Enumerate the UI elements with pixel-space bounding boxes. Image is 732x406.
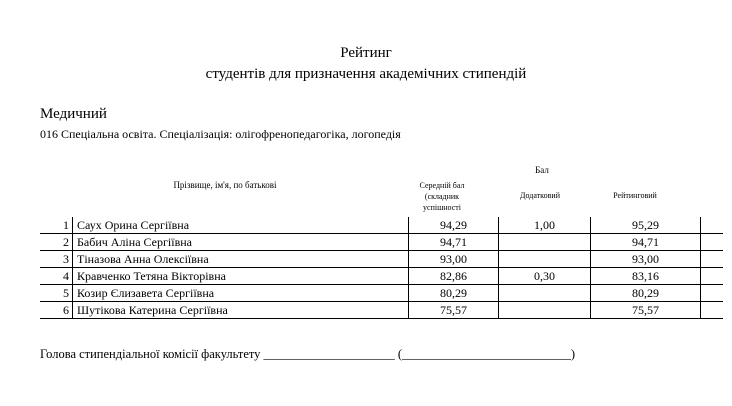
table-row [40, 234, 723, 251]
additional-score [499, 234, 591, 251]
student-name: Козир Єлизавета Сергіївна [73, 285, 409, 302]
additional-score [499, 251, 591, 268]
commission-signature-line: Голова стипендіальної комісії факультету _____________________ (___________________________) [40, 347, 575, 361]
header-average-line1: Середній бал [419, 181, 465, 190]
row-tail [701, 217, 724, 234]
row-number: 2 [40, 234, 73, 251]
average-score: 80,29 [409, 285, 499, 302]
row-tail [701, 268, 724, 285]
rating-score: 80,29 [591, 285, 701, 302]
rating-table [40, 217, 723, 319]
rating-score: 94,71 [591, 234, 701, 251]
additional-score [499, 302, 591, 319]
table-row [40, 251, 723, 268]
rating-score: 83,16 [591, 268, 701, 285]
header-score-group: Бал [535, 165, 549, 175]
specialty-line: 016 Спеціальна освіта. Спеціалізація: олігофренопедагогіка, логопедія [40, 127, 401, 141]
student-name: Шутікова Катерина Сергіївна [73, 302, 409, 319]
additional-score: 0,30 [499, 268, 591, 285]
document-title: Рейтинг [340, 45, 392, 61]
row-tail [701, 285, 724, 302]
row-number: 1 [40, 217, 73, 234]
document-subtitle: студентів для призначення академічних стипендій [205, 66, 527, 82]
row-number: 4 [40, 268, 73, 285]
table-row [40, 217, 723, 234]
additional-score: 1,00 [499, 217, 591, 234]
student-name: Кравченко Тетяна Вікторівна [73, 268, 409, 285]
header-average [402, 180, 482, 213]
header-average-line2: (складник [424, 192, 460, 201]
student-name: Бабич Аліна Сергіївна [73, 234, 409, 251]
average-score: 94,29 [409, 217, 499, 234]
row-number: 5 [40, 285, 73, 302]
table-row [40, 285, 723, 302]
row-tail [701, 234, 724, 251]
rating-score: 93,00 [591, 251, 701, 268]
table-row [40, 302, 723, 319]
table-row [40, 268, 723, 285]
rating-score: 95,29 [591, 217, 701, 234]
rating-score: 75,57 [591, 302, 701, 319]
row-tail [701, 302, 724, 319]
faculty-name: Медичний [40, 106, 107, 122]
average-score: 93,00 [409, 251, 499, 268]
average-score: 82,86 [409, 268, 499, 285]
row-tail [701, 251, 724, 268]
header-rating: Рейтинговий [613, 191, 657, 200]
row-number: 6 [40, 302, 73, 319]
row-number: 3 [40, 251, 73, 268]
student-name: Саух Орина Сергіївна [73, 217, 409, 234]
average-score: 94,71 [409, 234, 499, 251]
header-average-line3: успішності [423, 203, 461, 212]
header-name: Прізвище, ім'я, по батькові [173, 180, 277, 190]
student-name: Тіназова Анна Олексіївна [73, 251, 409, 268]
average-score: 75,57 [409, 302, 499, 319]
header-additional: Додатковий [520, 191, 560, 200]
additional-score [499, 285, 591, 302]
